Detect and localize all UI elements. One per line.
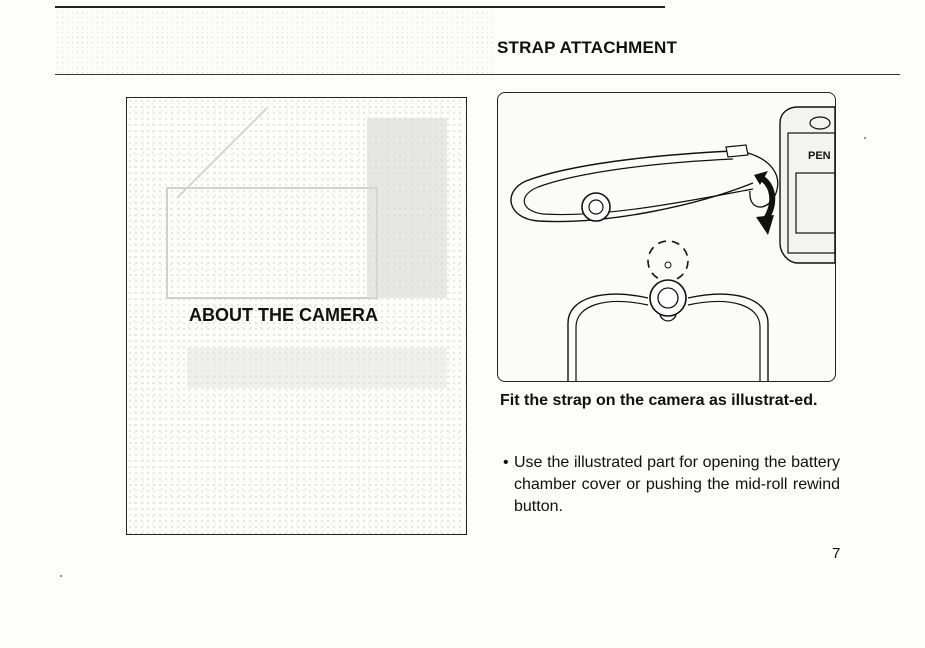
strap-illustration bbox=[497, 92, 836, 382]
scan-speck bbox=[60, 575, 62, 577]
section-label: ABOUT THE CAMERA bbox=[189, 305, 378, 325]
header-speckle bbox=[55, 10, 495, 74]
top-rule bbox=[55, 6, 665, 8]
scan-speck bbox=[864, 137, 866, 139]
strap-drawing bbox=[498, 93, 835, 381]
bullet-marker: • bbox=[503, 454, 509, 471]
page-title: STRAP ATTACHMENT bbox=[497, 38, 678, 57]
page-number: 7 bbox=[832, 545, 841, 562]
instruction-caption: Fit the strap on the camera as illustrat-ed. bbox=[500, 392, 818, 409]
bullet-text: Use the illustrated part for opening the battery chamber cover or pushing the mid-roll rewind button. bbox=[514, 454, 840, 515]
bullet-note bbox=[503, 452, 840, 518]
camera-brand-text: PEN bbox=[808, 150, 831, 162]
bleed-through-panel bbox=[126, 97, 467, 535]
header-rule bbox=[55, 74, 900, 75]
